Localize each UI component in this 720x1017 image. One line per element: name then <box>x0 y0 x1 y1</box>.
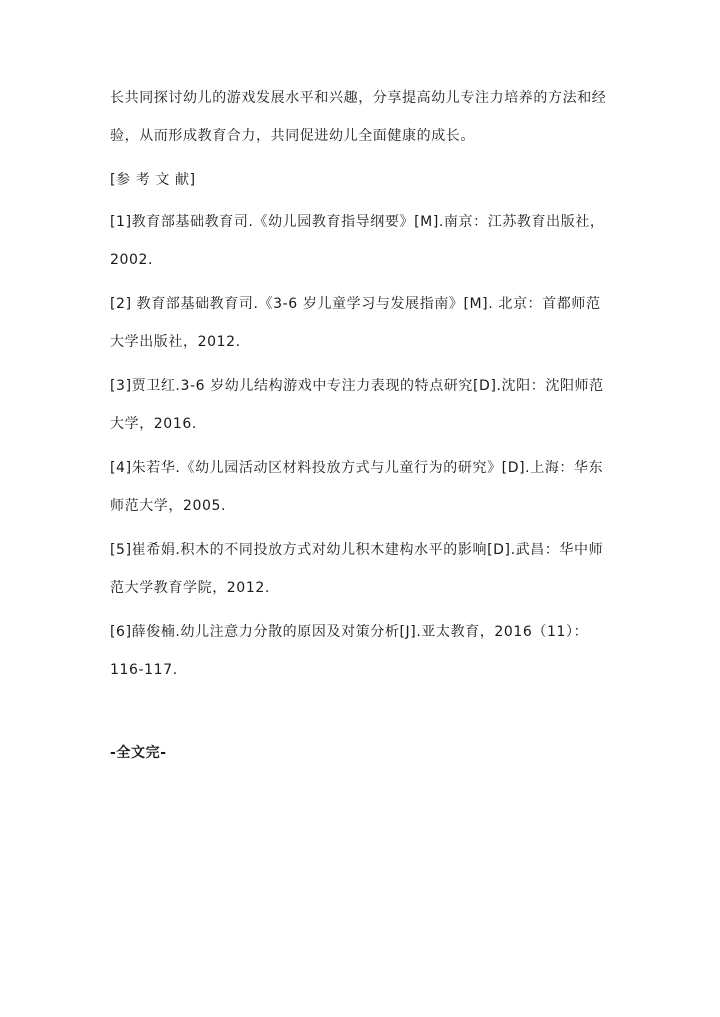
paragraph-line-1: 长共同探讨幼儿的游戏发展水平和兴趣，分享提高幼儿专注力培养的方法和经 <box>110 90 607 106</box>
reference-3-line-1: [3]贾卫红.3-6 岁幼儿结构游戏中专注力表现的特点研究[D].沈阳：沈阳师范 <box>110 378 604 394</box>
paragraph-line-2: 验，从而形成教育合力，共同促进幼儿全面健康的成长。 <box>110 128 475 144</box>
end-of-document-mark: -全文完- <box>110 745 167 761</box>
reference-4-line-2: 师范大学，2005. <box>110 498 227 514</box>
reference-1-line-2: 2002. <box>110 252 154 268</box>
reference-6-line-1: [6]薛俊楠.幼儿注意力分散的原因及对策分析[J].亚太教育，2016（11）： <box>110 624 589 640</box>
reference-1-line-1: [1]教育部基础教育司.《幼儿园教育指导纲要》[M].南京：江苏教育出版社， <box>110 214 605 230</box>
reference-5-line-2: 范大学教育学院，2012. <box>110 580 270 596</box>
references-heading: [参 考 文 献] <box>110 172 196 188</box>
reference-6-line-2: 116-117. <box>110 662 178 678</box>
reference-2-line-2: 大学出版社，2012. <box>110 334 241 350</box>
reference-3-line-2: 大学，2016. <box>110 416 197 432</box>
reference-5-line-1: [5]崔希娟.积木的不同投放方式对幼儿积木建构水平的影响[D].武昌：华中师 <box>110 542 604 558</box>
reference-2-line-1: [2] 教育部基础教育司.《3-6 岁儿童学习与发展指南》[M]. 北京：首都师范 <box>110 296 601 312</box>
reference-4-line-1: [4]朱若华.《幼儿园活动区材料投放方式与儿童行为的研究》[D].上海：华东 <box>110 460 604 476</box>
